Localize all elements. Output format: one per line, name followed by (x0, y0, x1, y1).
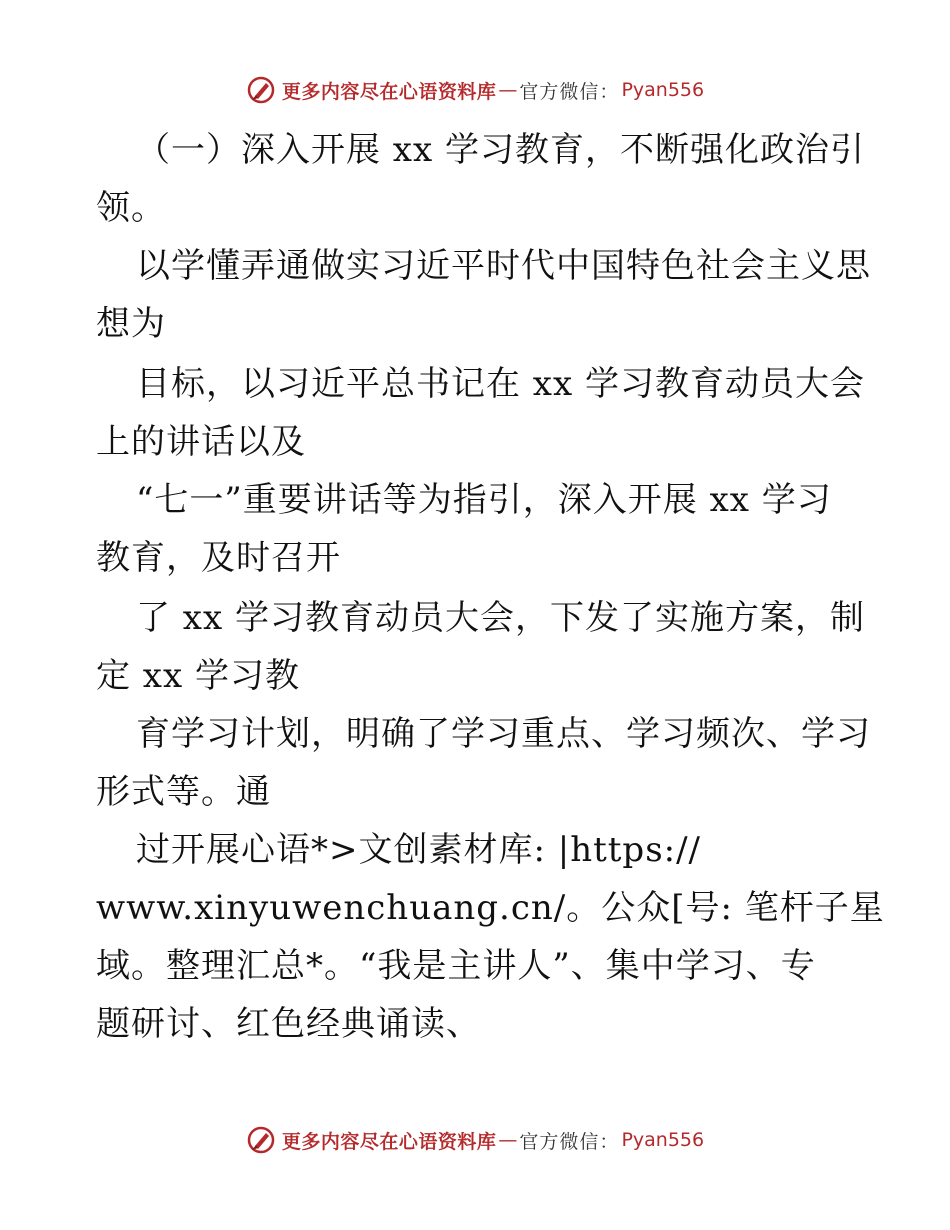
text-line: 以学懂弄通做实习近平时代中国特色社会主义思 (136, 246, 871, 286)
text-line: 形式等。通 (96, 772, 271, 812)
banner-wechat-id: Pyan556 (621, 79, 705, 101)
text-line: 教育，及时召开 (96, 538, 341, 578)
footer-banner (0, 1118, 950, 1162)
pen-logo-icon (246, 1125, 276, 1155)
text-line: “七一”重要讲话等为指引，深入开展 xx 学习 (136, 480, 832, 520)
text-line: 定 xx 学习教 (96, 656, 300, 696)
text-line: 了 xx 学习教育动员大会，下发了实施方案，制 (136, 598, 865, 638)
text-line: 想为 (96, 304, 166, 344)
pen-logo-icon (246, 75, 276, 105)
banner-wechat-id: Pyan556 (621, 1129, 705, 1151)
header-banner (0, 68, 950, 112)
text-line: 目标，以习近平总书记在 xx 学习教育动员大会 (136, 364, 865, 404)
text-line: （一）深入开展 xx 学习教育，不断强化政治引 (136, 130, 865, 170)
banner-official-label: 官方微信： (519, 1130, 620, 1153)
banner-lead-text: 更多内容尽在心语资料库 (281, 80, 497, 103)
text-line: 域。整理汇总*。“我是主讲人”、集中学习、专 (96, 946, 816, 986)
banner-official-label: 官方微信： (519, 80, 620, 103)
text-line: 过开展心语*>文创素材库: |https:// (136, 830, 702, 870)
text-line: 育学习计划，明确了学习重点、学习频次、学习 (136, 714, 871, 754)
banner-dash: — (498, 79, 518, 101)
text-line: 题研讨、红色经典诵读、 (96, 1004, 481, 1044)
text-line: www.xinyuwenchuang.cn/。公众[号: 笔杆子星 (96, 888, 885, 928)
banner-dash: — (498, 1129, 518, 1151)
banner-lead-text: 更多内容尽在心语资料库 (281, 1130, 497, 1153)
text-line: 上的讲话以及 (96, 422, 306, 462)
text-line: 领。 (96, 188, 166, 228)
